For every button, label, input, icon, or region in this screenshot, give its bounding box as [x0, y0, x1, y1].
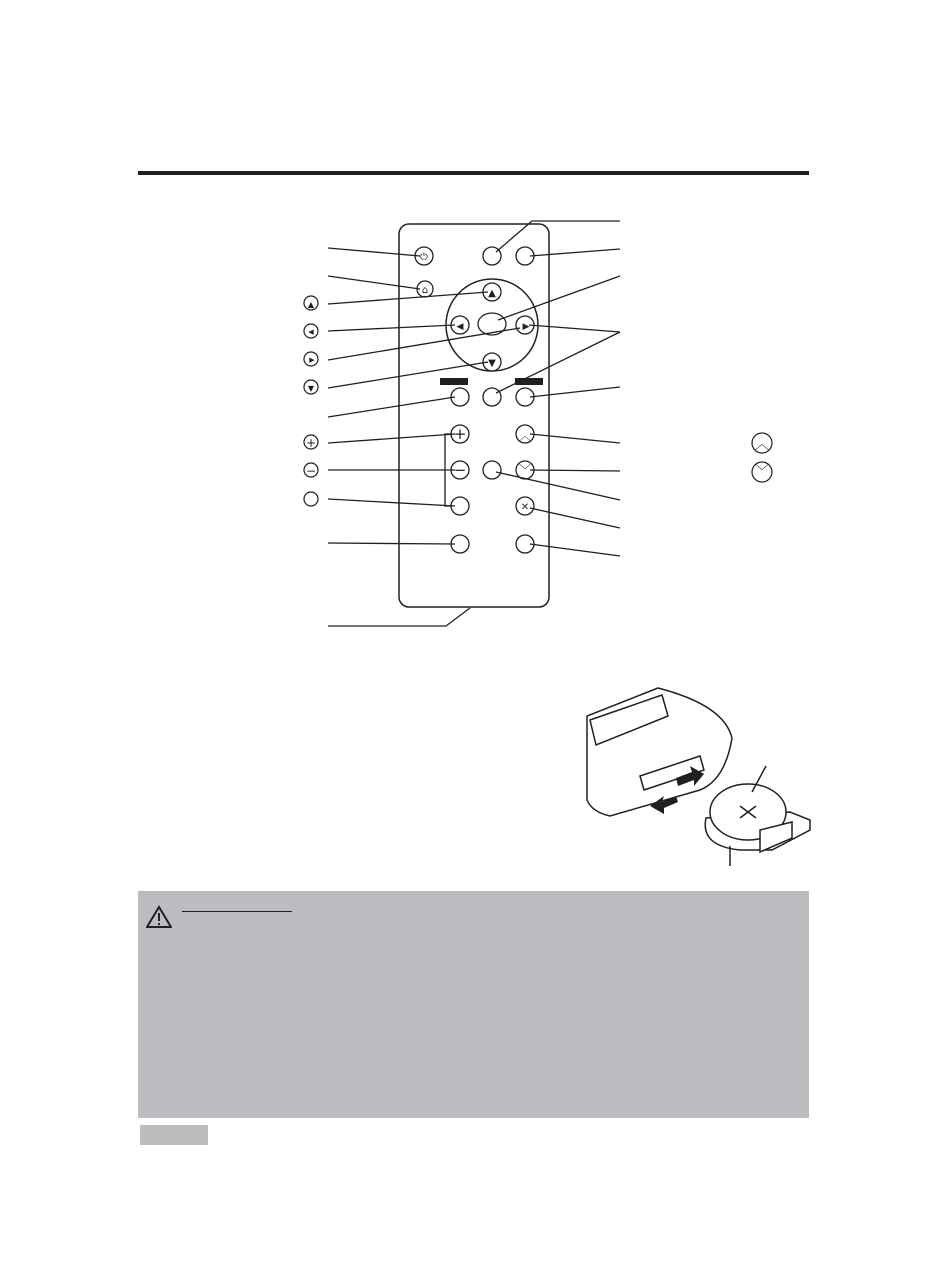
ref-plus-icon: +: [305, 436, 317, 450]
power-icon: ⏻: [420, 252, 428, 263]
arrow-right-icon: ▶: [522, 322, 530, 332]
ref-left-icon: ◀: [308, 328, 314, 336]
arrow-up-icon: ▲: [488, 288, 496, 299]
arrow-down-icon: ▼: [488, 358, 496, 369]
page-up-icon: ︿: [518, 429, 532, 443]
warning-triangle-icon: [146, 905, 172, 929]
ref-minus-icon: −: [305, 464, 317, 478]
page-down-icon: ﹀: [518, 463, 532, 477]
ref-page-up-icon: ︿: [755, 437, 769, 453]
minus-icon: −: [453, 461, 467, 479]
note-tab: [140, 1125, 208, 1145]
ref-up-icon: ▲: [307, 300, 315, 309]
caution-panel: [138, 891, 809, 1118]
ref-right-icon: ▶: [309, 356, 315, 364]
ref-page-down-icon: ﹀: [755, 464, 769, 480]
arrow-left-icon: ◀: [456, 322, 464, 332]
ref-down-icon: ▼: [307, 384, 315, 393]
standby-icon: ⌂: [421, 285, 429, 296]
caution-heading-underline: [182, 911, 292, 912]
plus-icon: +: [453, 425, 467, 443]
mute-icon: ✕: [520, 502, 530, 513]
push-arrow: [650, 796, 678, 814]
remote-bottom: [587, 688, 732, 816]
